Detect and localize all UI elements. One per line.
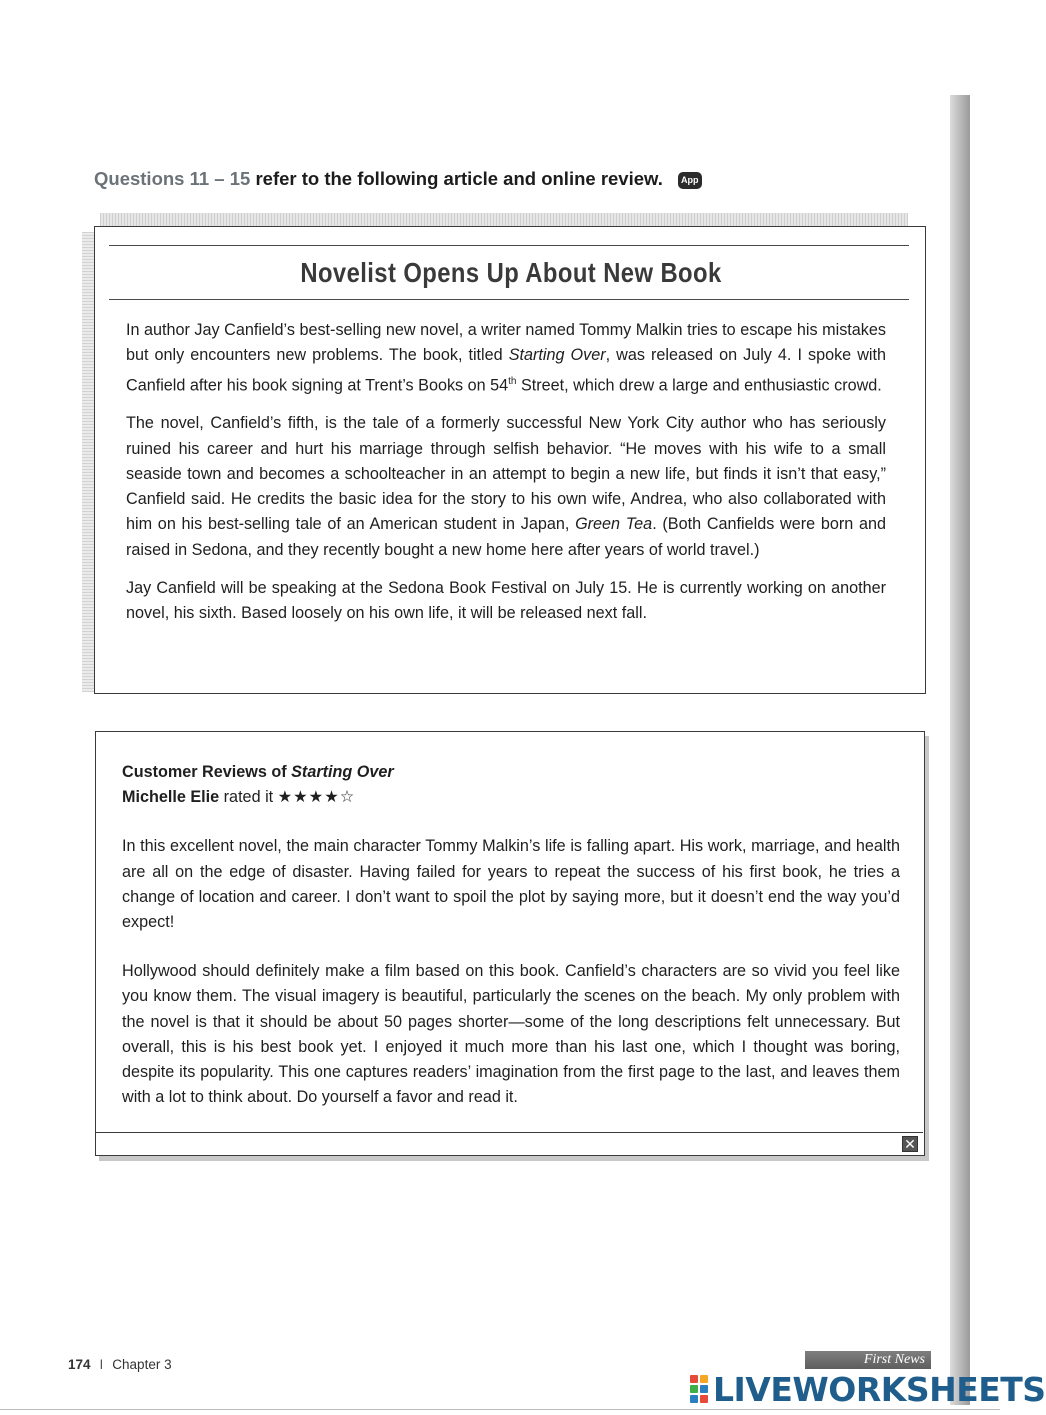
headline-rule-bottom [109,299,909,300]
liveworksheets-logo[interactable] [690,1369,1046,1409]
article-box [94,226,926,694]
article-paragraph-3: Jay Canfield will be speaking at the Sedona Book Festival on July 15. He is currently working on another novel, his sixth. Based loosely on his own life, it will be released next fall. [126,579,886,623]
logo-squares-icon [690,1375,708,1403]
first-news-logo: First News [805,1351,931,1369]
text-segment: , was released on July 4. I spoke with Canfield after his book signing at Trent’s Books on 54 [126,346,886,394]
instructions [94,168,702,190]
text-segment: Street, which drew a large and enthusiastic crowd. [516,375,882,394]
star-rating-icon: ★★★★☆ [277,788,356,807]
text-segment: rated it [219,788,278,807]
review-box [95,731,925,1156]
reviewer-name: Michelle Elie [122,788,220,807]
instructions-text: refer to the following article and online review. [255,168,663,189]
book-title: Starting Over [508,346,606,365]
page-number: 174 [68,1357,91,1372]
page-footer [68,1357,172,1372]
book-title: Starting Over [291,763,394,781]
review-content [122,760,900,1110]
page-edge-shadow [950,95,970,1405]
bottom-rule [0,1409,1000,1410]
article-paragraph-1 [126,318,886,398]
text-segment: Customer Reviews of [122,763,292,781]
article-paragraph-2 [126,411,886,563]
article-headline: Novelist Opens Up About New Book [300,257,722,288]
review-paragraph-2: Hollywood should definitely make a film based on this book. Canfield’s characters are so vivid you feel like you know them. The visual imagery is beautiful, particularly the scenes on the beach. My only problem with the novel is that it should be about 50 pages shorter—some of the long descriptions felt unnecessary. But overall, this is his best book yet. I enjoyed it much more than his last one, which I thought was boring, despite its popularity. This one captures readers’ imagination from the first page to the last, and leaves them with a lot to think about. Do yourself a favor and read it. [122,962,900,1107]
text-segment: In author Jay Canfield’s best-selling new novel, a writer named Tommy Malkin tries to escape his mistakes but only encounters new problems. The book, titled [126,321,886,365]
text-segment: The novel, Canfield’s fifth, is the tale of a formerly successful New York City author who has seriously ruined his career and hurt his marriage through selfish behavior. “He moves with his wife to a small seaside town and becomes a schoolteacher in an attempt to begin a new life, but finds it isn’t that easy,” Canfield said. He credits the basic idea for the story to his own wife, Andrea, who also collaborated with him on his best-selling tale of an American student in Japan, [126,414,886,534]
review-paragraph-1: In this excellent novel, the main character Tommy Malkin’s life is falling apart. His work, marriage, and health are all on the edge of disaster. Having failed for years to repeat the success of his first book, he tries a change of location and career. I don’t want to spoil the plot by saying more, but it doesn’t end the way you’d expect! [122,837,900,932]
book-title: Green Tea [575,515,653,534]
review-heading [122,760,900,785]
article-shadow [82,232,94,692]
superscript: th [508,375,517,387]
footer-separator: I [99,1357,104,1372]
headline-rule-top [109,245,909,246]
chapter-label: Chapter 3 [112,1357,172,1372]
text-segment: . (Both Canfields were born and raised in Sedona, and they recently bought a new home here after years of world travel.) [126,515,886,559]
article-shadow [100,213,908,226]
close-icon[interactable]: ✕ [902,1136,918,1152]
article-body [126,318,886,640]
reviewer-line [122,785,900,810]
liveworksheets-wordmark: LIVEWORKSHEETS [713,1369,1046,1409]
app-badge-icon: App [678,172,702,189]
review-footer-rule [96,1132,923,1133]
question-range: Questions 11 – 15 [94,168,251,189]
